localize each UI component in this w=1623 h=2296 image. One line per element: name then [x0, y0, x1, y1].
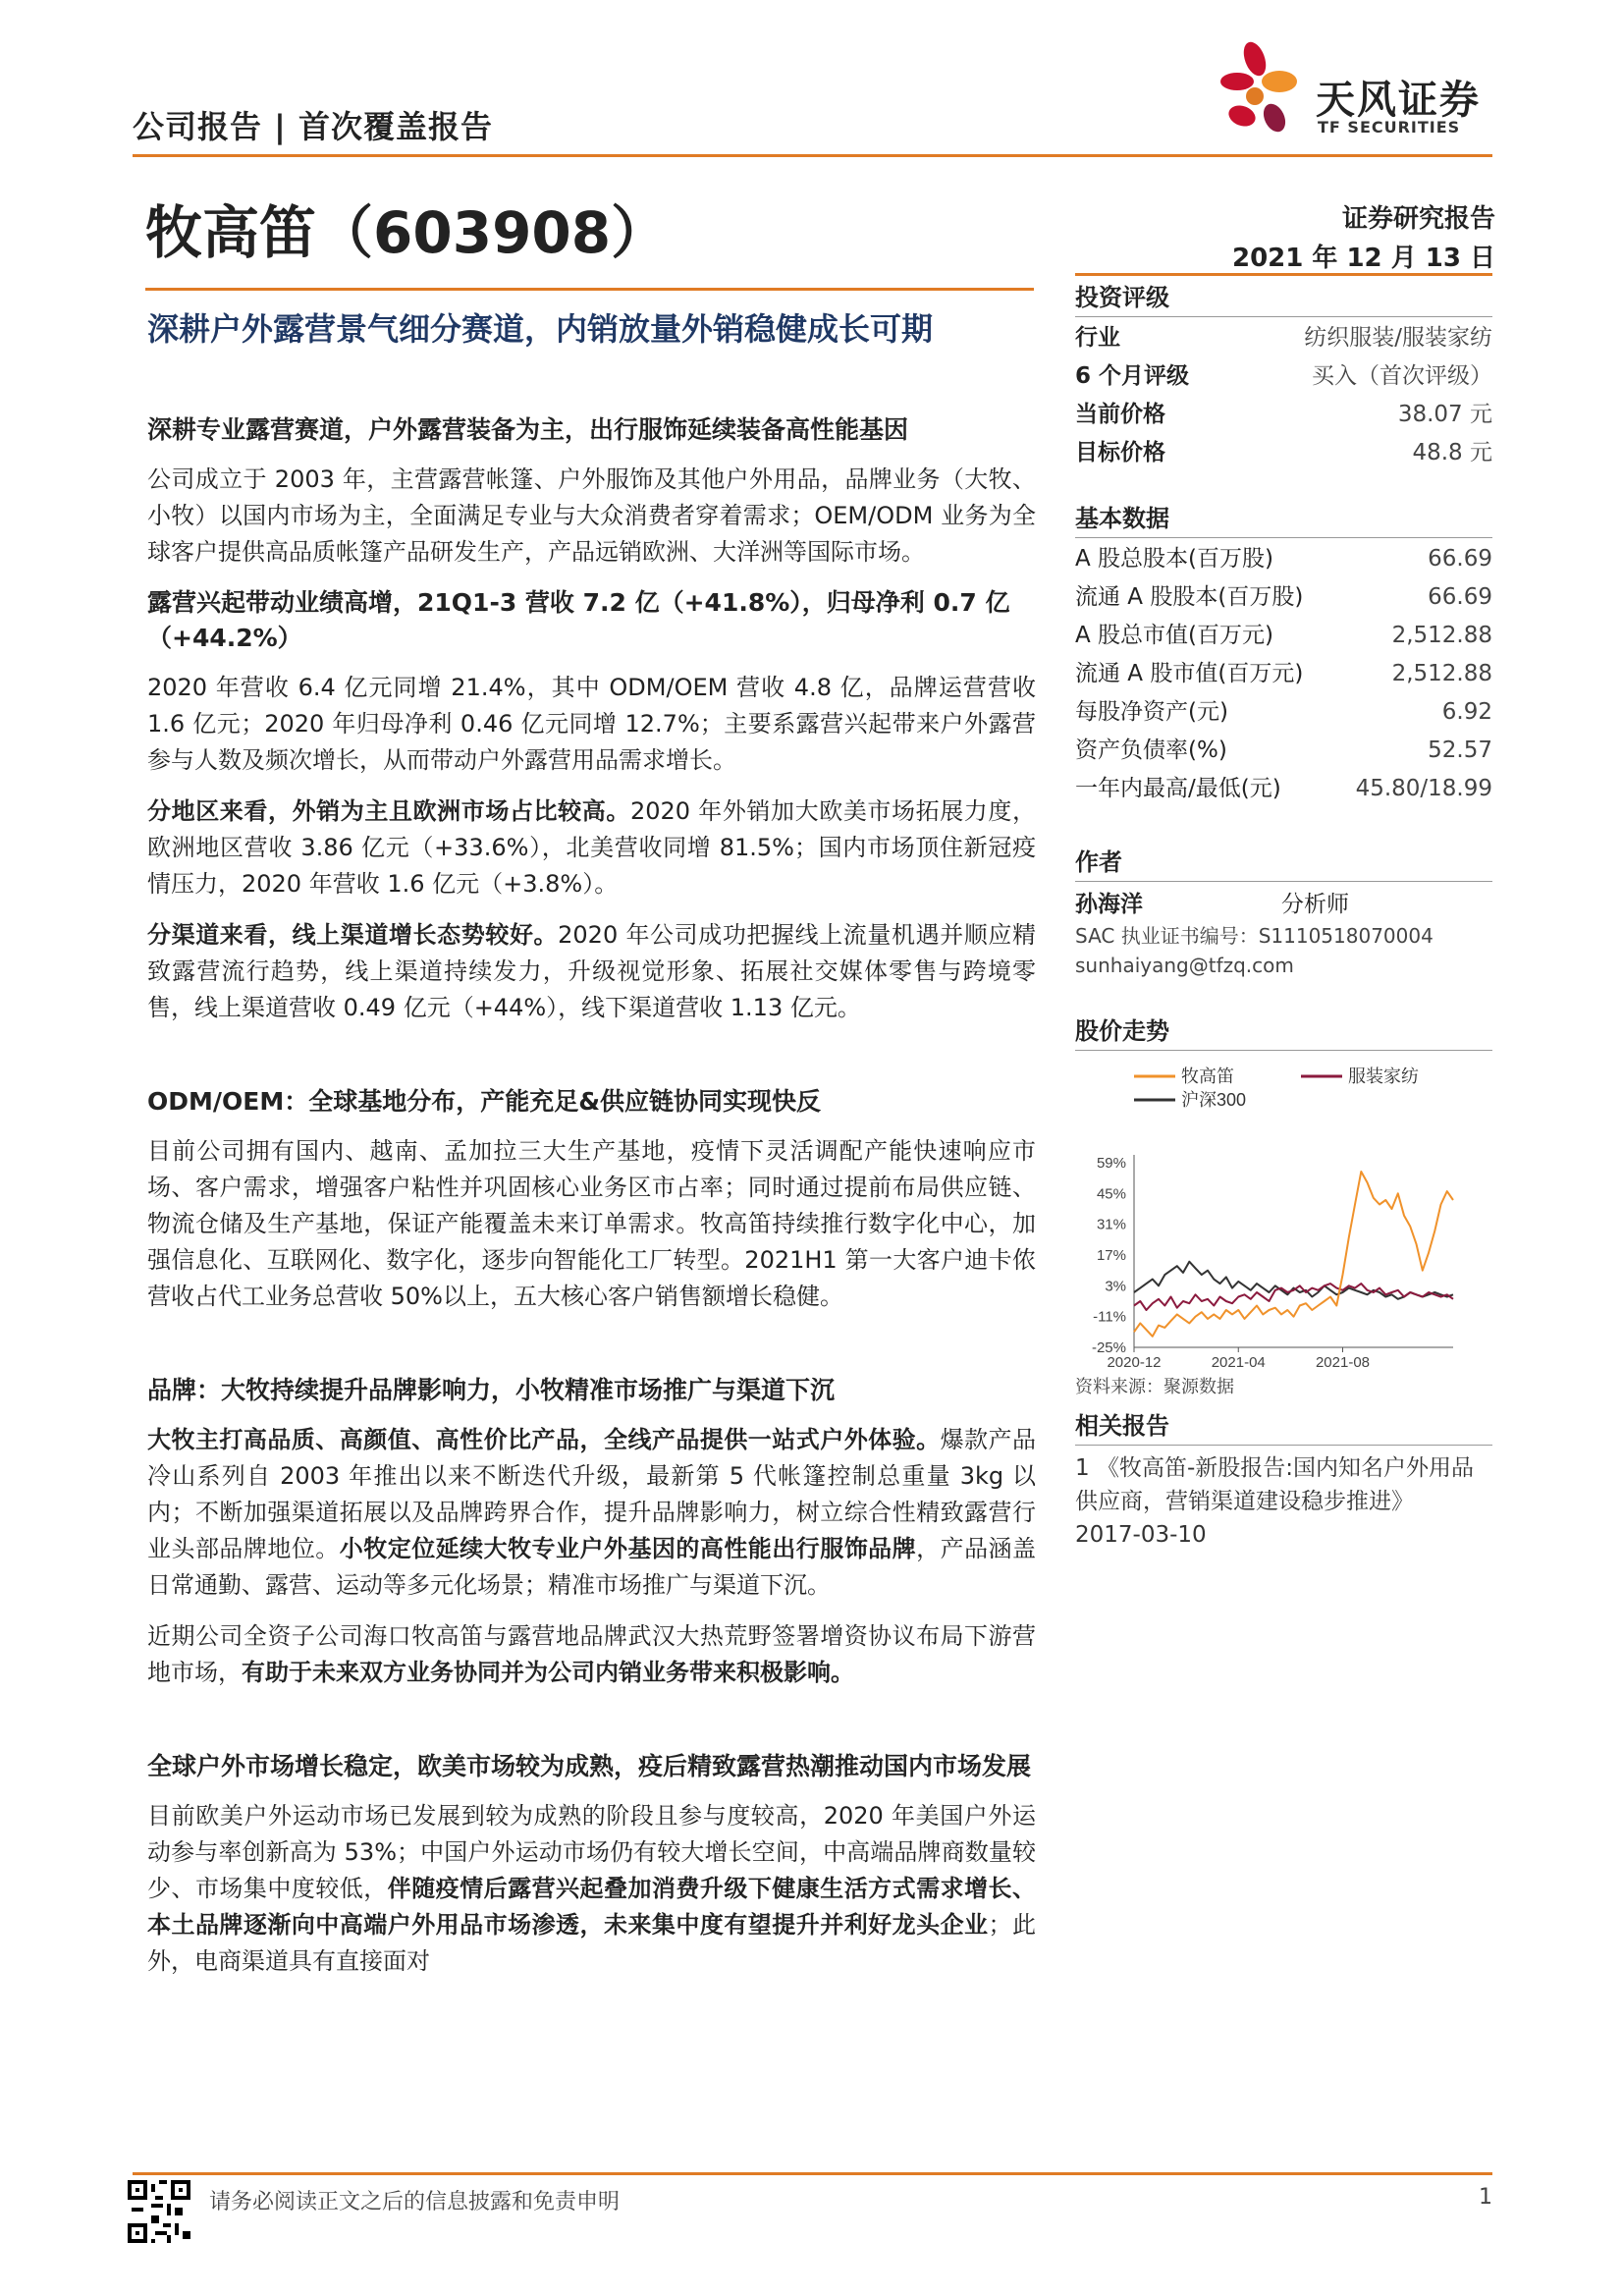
paragraph-text: 近期公司全资子公司海口牧高笛与露营地品牌武汉大热荒野签署增资协议布局下游营地市场， — [147, 1622, 1036, 1686]
series-line-0 — [1134, 1172, 1453, 1337]
basic-data-row — [1075, 655, 1492, 693]
paragraph — [147, 917, 1036, 1026]
target-label: 目标价格 — [1075, 440, 1165, 465]
x-tick-label: 2021-08 — [1315, 1354, 1371, 1369]
footer-divider — [133, 2172, 1492, 2175]
basic-data-label: 流通 A 股股本(百万股) — [1075, 584, 1304, 610]
price-label: 当前价格 — [1075, 402, 1165, 427]
basic-title: 基本数据 — [1075, 505, 1169, 532]
section-heading: 全球户外市场增长稳定，欧美市场较为成熟，疫后精致露营热潮推动国内市场发展 — [147, 1752, 1032, 1780]
author-block — [1075, 843, 1492, 980]
price-value: 38.07 元 — [1397, 402, 1492, 427]
paragraph: 目前公司拥有国内、越南、孟加拉三大生产基地，疫情下灵活调配产能快速响应市场、客户需求，增强客户粘性并巩固核心业务区市占率；同时通过提前布局供应链、物流仓储及生产基地，保证产能覆盖未来订单需求。牧高笛持续推行数字化中心，加强信息化、互联网化、数字化，逐步向智能化工厂转型。2021H1 第一大客户迪卡侬营收占代工业务总营收 50%以上，五大核心客户销售额增长稳健。 — [147, 1137, 1036, 1310]
paragraph-text: 2020 年公司成功把握线上流量机遇并顺应精致露营流行趋势，线上渠道持续发力，升级视觉形象、拓展社交媒体零售与跨境零售，线上渠道营收 0.49 亿元（+44%），线下渠道营收 1.13 亿元。 — [147, 921, 1036, 1021]
basic-data-label: 资产负债率(%) — [1075, 738, 1227, 763]
x-tick-label: 2020-12 — [1107, 1354, 1162, 1369]
price-row — [1075, 396, 1492, 434]
sidebar-top-rule — [1075, 273, 1492, 276]
report-kind: 证券研究报告 — [1341, 204, 1495, 234]
header-divider — [133, 154, 1492, 157]
y-tick-label: 59% — [1096, 1155, 1126, 1172]
y-tick-label: -11% — [1093, 1308, 1126, 1326]
paragraph: 2020 年营收 6.4 亿元同增 21.4%，其中 ODM/OEM 营收 4.8 亿，品牌运营营收 1.6 亿元；2020 年归母净利 0.46 亿元同增 12.7%；主要系露营兴起带来户外露营参与人数及频次增长，从而带动户外露营用品需求增长。 — [147, 674, 1036, 774]
bold-lead: 分渠道来看，线上渠道增长态势较好。 — [147, 921, 559, 949]
basic-data-value: 2,512.88 — [1391, 661, 1492, 686]
y-tick-label: 45% — [1096, 1185, 1126, 1203]
logo-text-cn: 天风证券 — [1316, 78, 1481, 123]
chart-title: 股价走势 — [1075, 1017, 1169, 1045]
chart-source: 资料来源：聚源数据 — [1075, 1377, 1234, 1397]
paragraph-text: ；此外，电商渠道具有直接面对 — [147, 1911, 1037, 1975]
paragraph — [147, 1798, 1036, 1980]
author-cert: SAC 执业证书编号：S1110518070004 — [1075, 924, 1434, 948]
paragraph-text: ，产品涵盖日常通勤、露营、运动等多元化场景；精准市场推广与渠道下沉。 — [147, 1535, 1037, 1599]
target-row — [1075, 434, 1492, 472]
basic-data-row — [1075, 540, 1492, 578]
author-role: 分析师 — [1281, 892, 1349, 917]
basic-data-value: 2,512.88 — [1391, 623, 1492, 648]
rating-title: 投资评级 — [1075, 284, 1169, 311]
basic-data-row — [1075, 693, 1492, 732]
basic-data-label: A 股总市值(百万元) — [1075, 623, 1273, 648]
related-report-date: 2017-03-10 — [1075, 1522, 1207, 1548]
basic-data-row — [1075, 770, 1492, 808]
report-category: 公司报告 | 首次覆盖报告 — [133, 108, 493, 145]
basic-data-label: 流通 A 股市值(百万元) — [1075, 661, 1304, 686]
author-title: 作者 — [1075, 848, 1122, 876]
rating-value: 买入（首次评级） — [1312, 363, 1492, 389]
basic-data-value: 6.92 — [1441, 699, 1492, 725]
related-report-block — [1075, 1406, 1492, 1552]
basic-data-label: 一年内最高/最低(元) — [1075, 776, 1281, 801]
section-heading: ODM/OEM：全球基地分布，产能充足&供应链协同实现快反 — [147, 1087, 822, 1116]
rating-row — [1075, 357, 1492, 396]
industry-row — [1075, 319, 1492, 357]
industry-value: 纺织服装/服装家纺 — [1304, 325, 1492, 351]
legend-label: 沪深300 — [1181, 1090, 1247, 1110]
price-trend-chart — [1075, 1055, 1468, 1369]
rating-label: 6 个月评级 — [1075, 363, 1190, 389]
industry-label: 行业 — [1075, 325, 1120, 351]
basic-data-value: 66.69 — [1428, 584, 1492, 610]
paragraph — [147, 1422, 1036, 1604]
headline-top-rule — [145, 288, 1034, 291]
y-tick-label: 31% — [1096, 1216, 1126, 1233]
author-name: 孙海洋 — [1075, 892, 1143, 917]
basic-data-row — [1075, 617, 1492, 655]
basic-data-label: 每股净资产(元) — [1075, 699, 1228, 725]
logo-text-en: TF SECURITIES — [1318, 118, 1461, 137]
legend-label: 牧高笛 — [1181, 1066, 1234, 1086]
bold-lead: 大牧主打高品质、高颜值、高性价比产品，全线产品提供一站式户外体验。 — [147, 1426, 941, 1453]
logo-flower-icon — [1208, 37, 1316, 145]
basic-data-value: 45.80/18.99 — [1355, 776, 1492, 801]
section-heading: 深耕专业露营赛道，户外露营装备为主，出行服饰延续装备高性能基因 — [147, 415, 909, 444]
bold-text: 伴随疫情后露营兴起叠加消费升级下健康生活方式需求增长、本土品牌逐渐向中高端户外用品市场渗透，未来集中度有望提升并利好龙头企业 — [147, 1875, 1037, 1939]
series-line-2 — [1134, 1262, 1453, 1299]
investment-rating-block — [1075, 278, 1492, 472]
basic-data-row — [1075, 578, 1492, 617]
bold-text: 小牧定位延续大牧专业户外基因的高性能出行服饰品牌 — [339, 1535, 917, 1562]
y-tick-label: -25% — [1091, 1339, 1126, 1356]
legend-label: 服装家纺 — [1348, 1066, 1419, 1086]
basic-data-row — [1075, 732, 1492, 770]
related-title: 相关报告 — [1075, 1412, 1169, 1440]
paragraph-text: 爆款产品冷山系列自 2003 年推出以来不断迭代升级，最新第 5 代帐篷控制总重量 3kg 以内；不断加强渠道拓展以及品牌跨界合作，提升品牌影响力，树立综合性精致露营行业头部品牌地位。 — [147, 1426, 1037, 1562]
paragraph: 公司成立于 2003 年，主营露营帐篷、户外服饰及其他户外用品，品牌业务（大牧、小牧）以国内市场为主，全面满足专业与大众消费者穿着需求；OEM/ODM 业务为全球客户提供高品质帐篷产品研发生产，产品远销欧洲、大洋洲等国际市场。 — [147, 465, 1036, 566]
footer-disclaimer[interactable]: 请务必阅读正文之后的信息披露和免责申明 — [209, 2190, 621, 2214]
x-tick-label: 2021-04 — [1211, 1354, 1266, 1369]
company-title: 牧高笛（603908） — [145, 199, 669, 266]
report-date: 2021 年 12 月 13 日 — [1232, 244, 1495, 273]
related-report-link[interactable]: 1 《牧高笛-新股报告:国内知名户外用品供应商，营销渠道建设稳步推进》 — [1075, 1455, 1474, 1514]
basic-data-block — [1075, 499, 1492, 808]
bold-text: 有助于未来双方业务协同并为公司内销业务带来积极影响。 — [242, 1659, 854, 1686]
qr-code-icon — [128, 2180, 190, 2243]
paragraph-text: 2020 年外销加大欧美市场拓展力度，欧洲地区营收 3.86 亿元（+33.6%），北美营收同增 81.5%；国内市场顶住新冠疫情压力，2020 年营收 1.6 亿元（+3.8%）。 — [147, 797, 1036, 898]
basic-data-label: A 股总股本(百万股) — [1075, 546, 1273, 572]
section-heading: 品牌：大牧持续提升品牌影响力，小牧精准市场推广与渠道下沉 — [147, 1376, 836, 1404]
basic-data-list — [1075, 540, 1492, 808]
basic-data-value: 52.57 — [1428, 738, 1492, 763]
price-chart-block — [1075, 1011, 1492, 1398]
paragraph — [147, 793, 1036, 902]
basic-data-value: 66.69 — [1428, 546, 1492, 572]
headline: 深耕户外露营景气细分赛道，内销放量外销稳健成长可期 — [147, 310, 934, 348]
y-tick-label: 3% — [1105, 1278, 1126, 1295]
y-tick-label: 17% — [1096, 1247, 1126, 1264]
paragraph-text: 目前欧美户外运动市场已发展到较为成熟的阶段且参与度较高，2020 年美国户外运动参与率创新高为 53%；中国户外运动市场仍有较大增长空间，中高端品牌商数量较少、市场集中度较低， — [147, 1802, 1036, 1902]
page-number: 1 — [1479, 2185, 1492, 2210]
bold-lead: 分地区来看，外销为主且欧洲市场占比较高。 — [147, 797, 630, 825]
section-subheading: 露营兴起带动业绩高增，21Q1-3 营收 7.2 亿（+41.8%），归母净利 0.7 亿（+44.2%） — [147, 588, 1010, 652]
paragraph — [147, 1618, 1036, 1691]
author-email[interactable]: sunhaiyang@tfzq.com — [1075, 954, 1294, 977]
target-value: 48.8 元 — [1412, 440, 1492, 465]
main-content — [147, 412, 1036, 1995]
